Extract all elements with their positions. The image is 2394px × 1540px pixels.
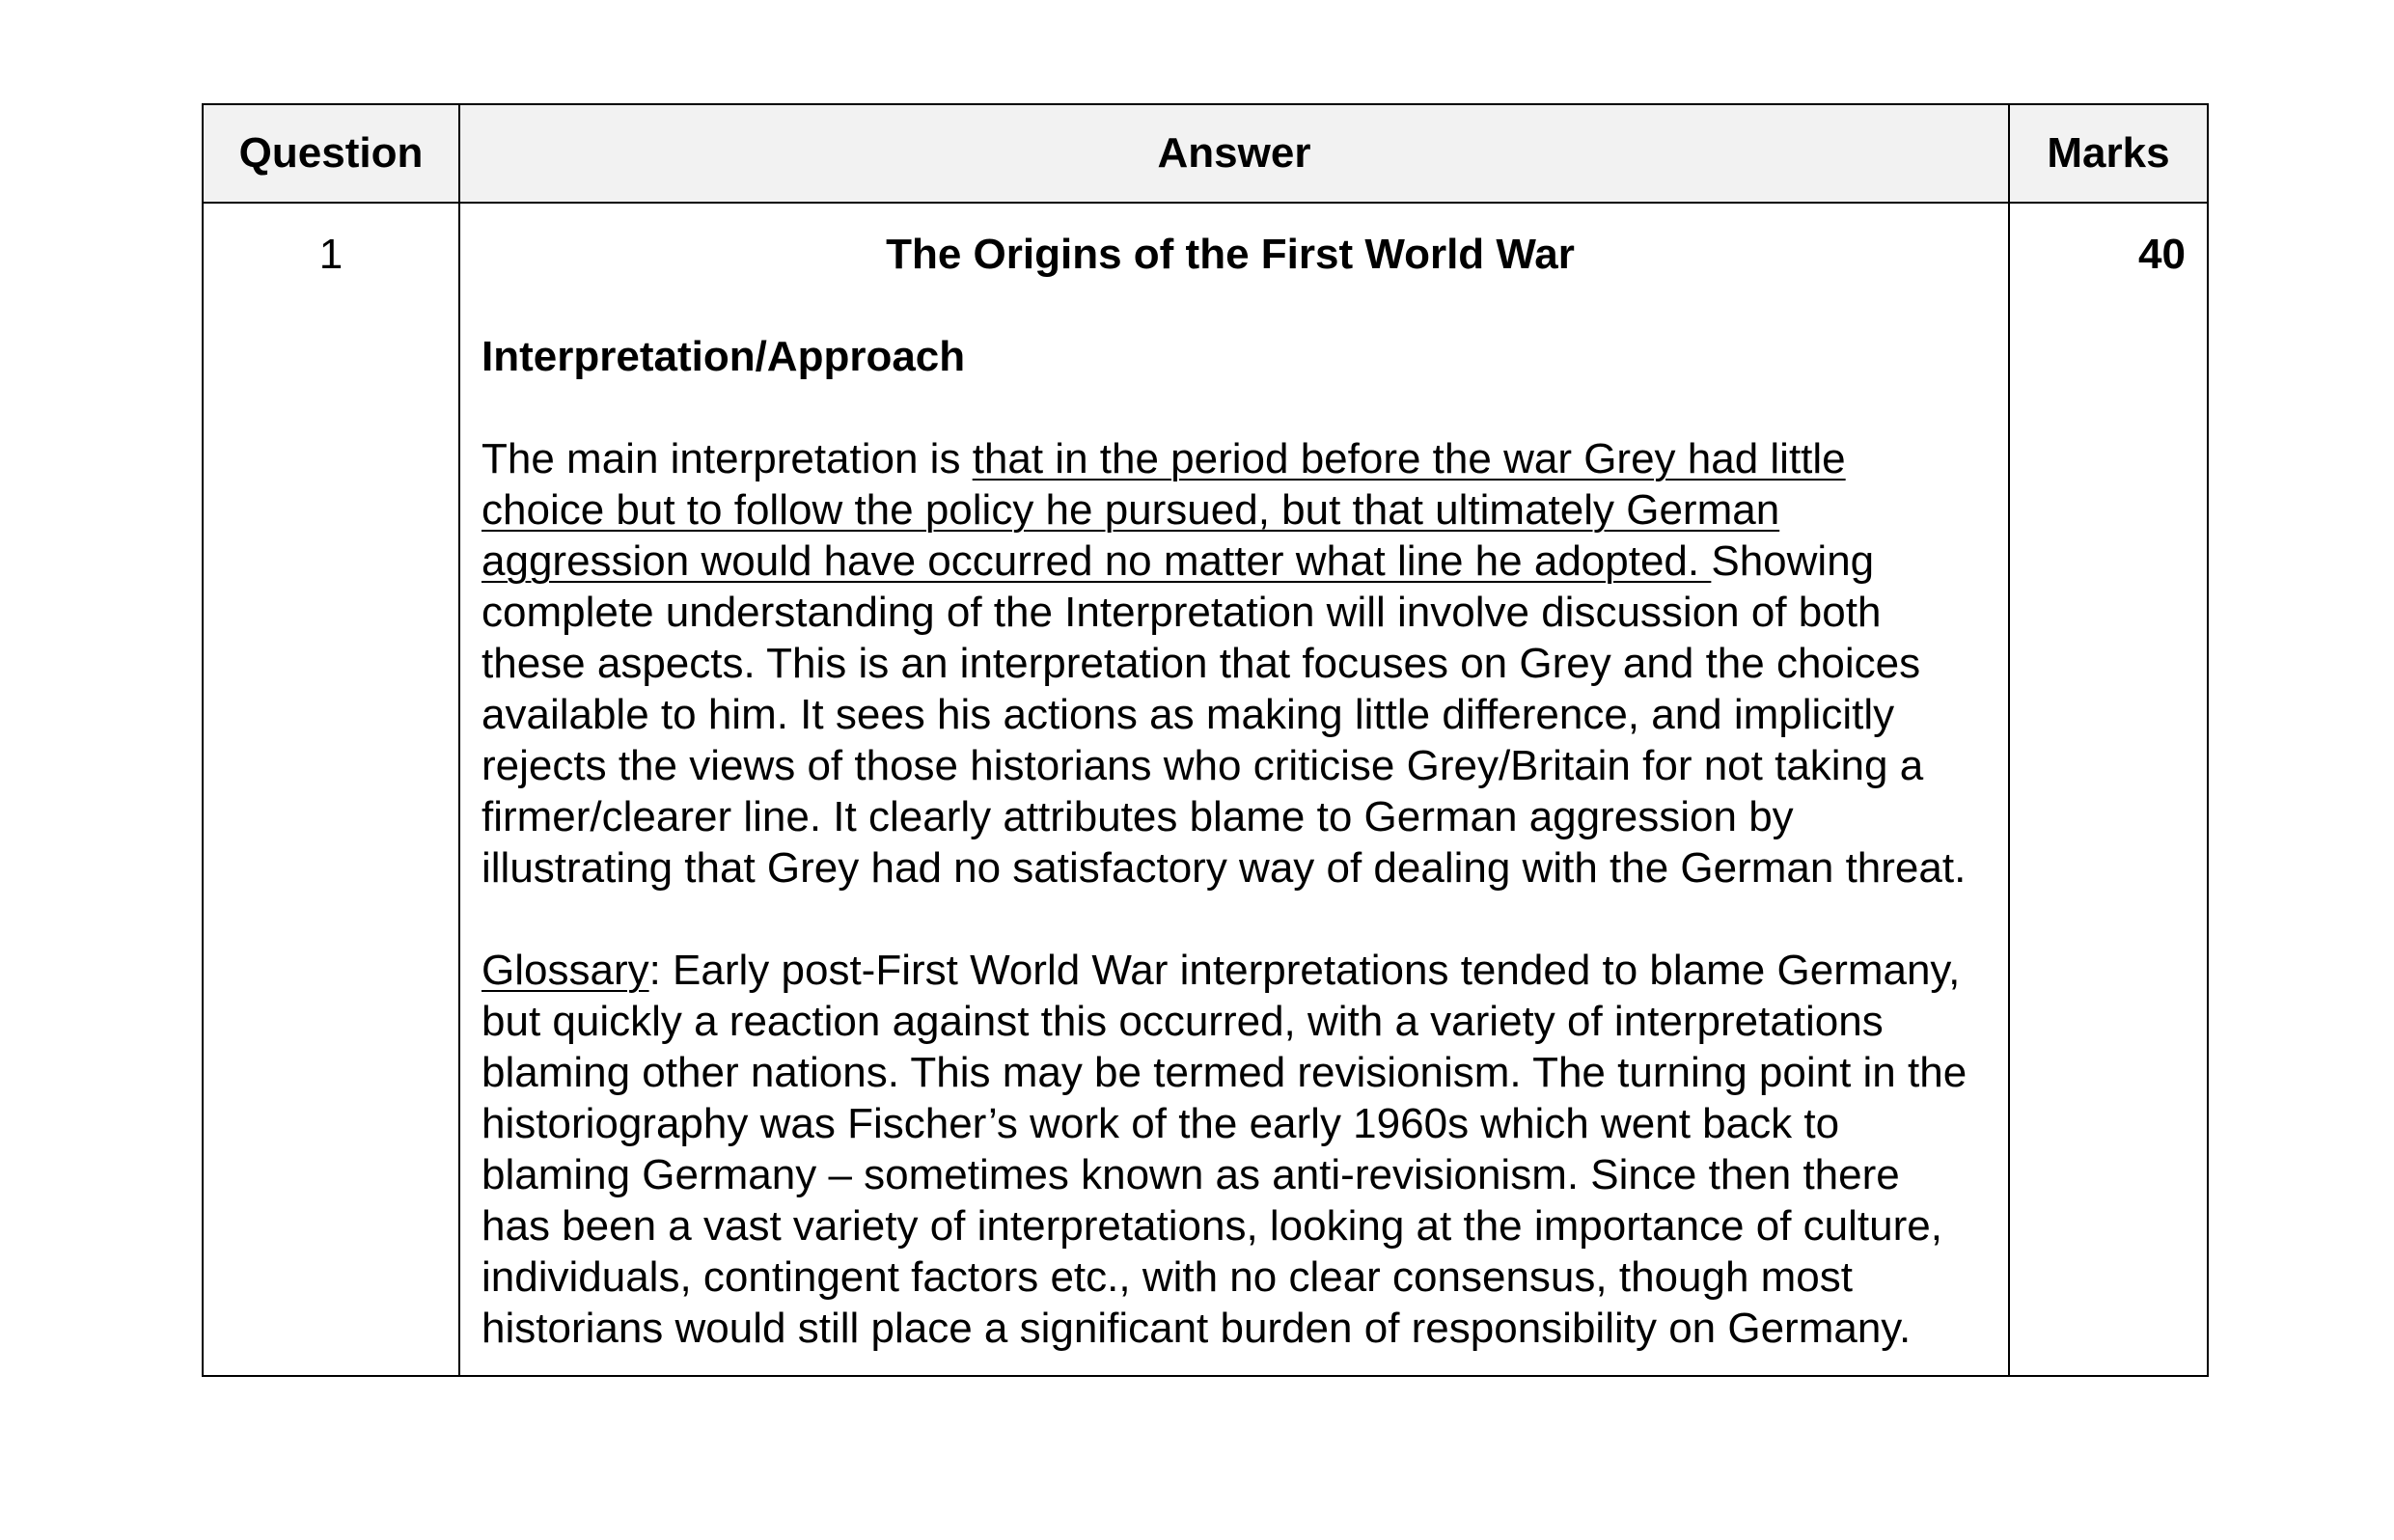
interpretation-rest-text: Showing complete understanding of the Interpretation will involve discussion of both these aspects. This is an interpretation that focuses on Grey and the choices available to him. It sees his actions as making little difference, and implicitly rejects the views of those historians who criticise Grey/Britain for not taking a firmer/clearer line. It clearly attributes blame to German aggression by illustrating that Grey had no satisfactory way of dealing with the German threat.: [482, 537, 1967, 892]
table-row: [203, 203, 2208, 1376]
interpretation-paragraph: [482, 433, 1979, 894]
header-row: [203, 104, 2208, 203]
interpretation-lead-text: The main interpretation is: [482, 435, 973, 482]
interpretation-heading: Interpretation/Approach: [482, 333, 966, 380]
answer-column-header: Answer: [459, 104, 2009, 203]
marks-value: 40: [2009, 203, 2208, 1376]
glossary-label: Glossary: [482, 947, 649, 994]
marks-column-header: Marks: [2009, 104, 2208, 203]
interpretation-underlined-text: that in the period before the war Grey had little choice but to follow the policy he pursued, but that ultimately German aggression would have occurred no matter what line he adopted.: [482, 435, 1846, 585]
glossary-text: : Early post-First World War interpretations tended to blame Germany, but quickly a reaction against this occurred, with a variety of interpretations blaming other nations. This may be termed revisionism. The turning point in the historiography was Fischer’s work of the early 1960s which went back to blaming Germany – sometimes known as anti-revisionism. Since then there has been a vast variety of interpretations, looking at the importance of culture, individuals, contingent factors etc., with no clear consensus, though most historians would still place a significant burden of responsibility on Germany.: [482, 947, 1967, 1352]
question-number: 1: [203, 203, 459, 1376]
question-column-header: Question: [203, 104, 459, 203]
glossary-paragraph: [482, 945, 1979, 1354]
answer-cell: [459, 203, 2009, 1376]
mark-scheme-table: [202, 103, 2209, 1377]
answer-title: The Origins of the First World War: [886, 231, 1575, 278]
